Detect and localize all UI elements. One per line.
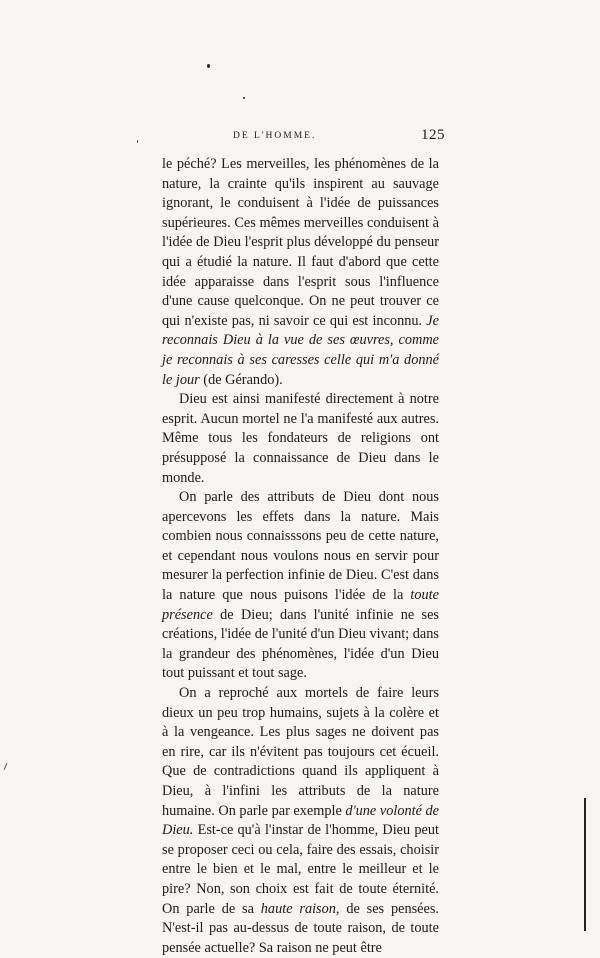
running-header: DE L'HOMME. — [233, 131, 317, 141]
paragraph — [162, 155, 439, 390]
ink-speck — [137, 140, 138, 143]
text-run: de Dieu; dans l'unité infinie ne ses créations, l'idée de l'unité d'un Dieu vivant; dans la grandeur des phénomènes, l'idée d'un Dieu tout puissant et tout sage. — [162, 606, 439, 682]
italic-run: Je reconnais Dieu à la vue de ses œuvres, comme je reconnais à ses caresses celle qui m'a donné le jour — [162, 312, 439, 388]
binding-edge-line — [584, 798, 586, 931]
italic-run: d'une volonté de Dieu. — [162, 802, 439, 839]
text-run: On a reproché aux mortels de faire leurs dieux un peu trop humains, sujets à la colère et à la vengeance. Les plus sages ne doivent pas en rire, car ils n'évitent pas toujours cet écueil. Que de contradictions quand ils appliquent à Dieu, à l'infini les attributs de la nature humaine. On parle par exemple — [162, 685, 439, 819]
text-run: Dieu est ainsi manifesté directement à notre esprit. Aucun mortel ne l'a manifesté aux autres. Même tous les fondateurs de religions ont présupposé la connaissance de Dieu dans le monde. — [162, 391, 439, 486]
italic-run: toute présence — [162, 587, 439, 623]
text-run: le péché? Les merveilles, les phénomènes de la nature, la crainte qu'ils inspirent au sauvage ignorant, le conduisent à l'idée de puissances supérieures. Ces mêmes merveilles conduisent à l'idée de Dieu l'esprit plus développé du penseur qui a étudié la nature. Il faut d'abord que cette idée apparaisse dans l'esprit sous l'influence d'une cause quelconque. On ne peut trouver ce qui n'existe pas, ni savoir ce qui est inconnu. — [162, 156, 439, 329]
paragraph — [162, 390, 439, 488]
italic-run: haute raison — [260, 900, 336, 917]
body-text — [162, 155, 439, 958]
ink-speck — [243, 97, 245, 99]
margin-mark — [4, 763, 8, 770]
text-run: , de ses pensées. N'est-il pas au-dessus de toute raison, de toute pensée actuelle? Sa raison ne peut être — [162, 900, 439, 956]
text-run: Est-ce qu'à l'instar de l'homme, Dieu peut se proposer ceci ou cela, faire des essais, choisir entre le bien et le mal, entre le meilleur et le pire? Non, son choix est fait de toute éternité. On parle de sa — [162, 822, 439, 917]
ink-speck — [207, 64, 210, 68]
text-run: (de Gérando). — [199, 371, 283, 388]
paragraph — [162, 488, 439, 684]
paragraph — [162, 684, 439, 958]
page-number: 125 — [421, 127, 445, 143]
text-run: On parle des attributs de Dieu dont nous apercevons les effets dans la nature. Mais combien nous connaisssons peu de cette nature, et cependant nous voulons nous en servir pour mesurer la perfection infinie de Dieu. C'est dans la nature que nous puisons l'idée de la — [162, 489, 439, 604]
